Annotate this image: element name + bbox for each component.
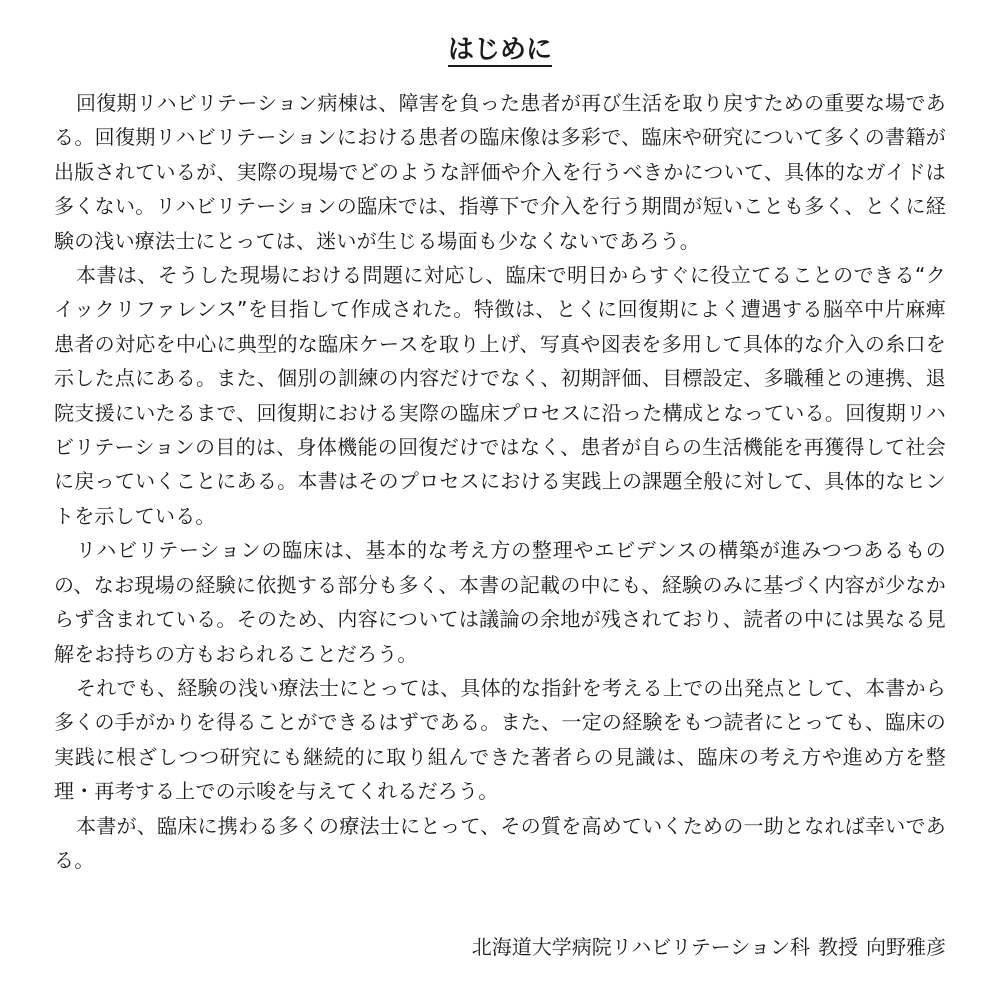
- page-title-text: はじめに: [447, 35, 552, 65]
- paragraph-4: それでも、経験の浅い療法士にとっては、具体的な指針を考える上での出発点として、本書から多くの手がかりを得ることができるはずである。また、一定の経験をもつ読者にとっても、臨床の実践に根ざしつつ研究にも継続的に取り組んできた著者らの見識は、臨床の考え方や進め方を整理・再考する上での示唆を与えてくれるだろう。: [54, 675, 946, 804]
- body-text: [54, 86, 946, 877]
- paragraph-5: 本書が、臨床に携わる多くの療法士にとって、その質を高めていくための一助となれば幸いである。: [54, 813, 946, 872]
- page-title: [0, 30, 1000, 70]
- signature-position: 教授: [818, 935, 858, 959]
- paragraph-1: 回復期リハビリテーション病棟は、障害を負った患者が再び生活を取り戻すための重要な場である。回復期リハビリテーションにおける患者の臨床像は多彩で、臨床や研究について多くの書籍が出版されているが、実際の現場でどのような評価や介入を行うべきかについて、具体的なガイドは多くない。リハビリテーションの臨床では、指導下で介入を行う期間が短いことも多く、とくに経験の浅い療法士にとっては、迷いが生じる場面も少なくないであろう。: [54, 91, 946, 253]
- signature-name: 向野雅彦: [866, 935, 946, 959]
- signature-affiliation: 北海道大学病院リハビリテーション科: [471, 935, 810, 959]
- paragraph-3: リハビリテーションの臨床は、基本的な考え方の整理やエビデンスの構築が進みつつあるものの、なお現場の経験に依拠する部分も多く、本書の記載の中にも、経験のみに基づく内容が少なからず含まれている。そのため、内容については議論の余地が残されており、読者の中には異なる見解をお持ちの方もおられることだろう。: [54, 538, 946, 666]
- paragraph-2: 本書は、そうした現場における問題に対応し、臨床で明日からすぐに役立てることのできる“クイックリファレンス”を目指して作成された。特徴は、とくに回復期によく遭遇する脳卒中片麻痺患者の対応を中心に典型的な臨床ケースを取り上げ、写真や図表を多用して具体的な介入の糸口を示した点にある。また、個別の訓練の内容だけでなく、初期評価、目標設定、多職種との連携、退院支援にいたるまで、回復期における実際の臨床プロセスに沿った構成となっている。回復期リハビリテーションの目的は、身体機能の回復だけではなく、患者が自らの生活機能を再獲得して社会に戻っていくことにある。本書はそのプロセスにおける実践上の課題全般に対して、具体的なヒントを示している。: [54, 263, 946, 528]
- signature: [472, 930, 946, 964]
